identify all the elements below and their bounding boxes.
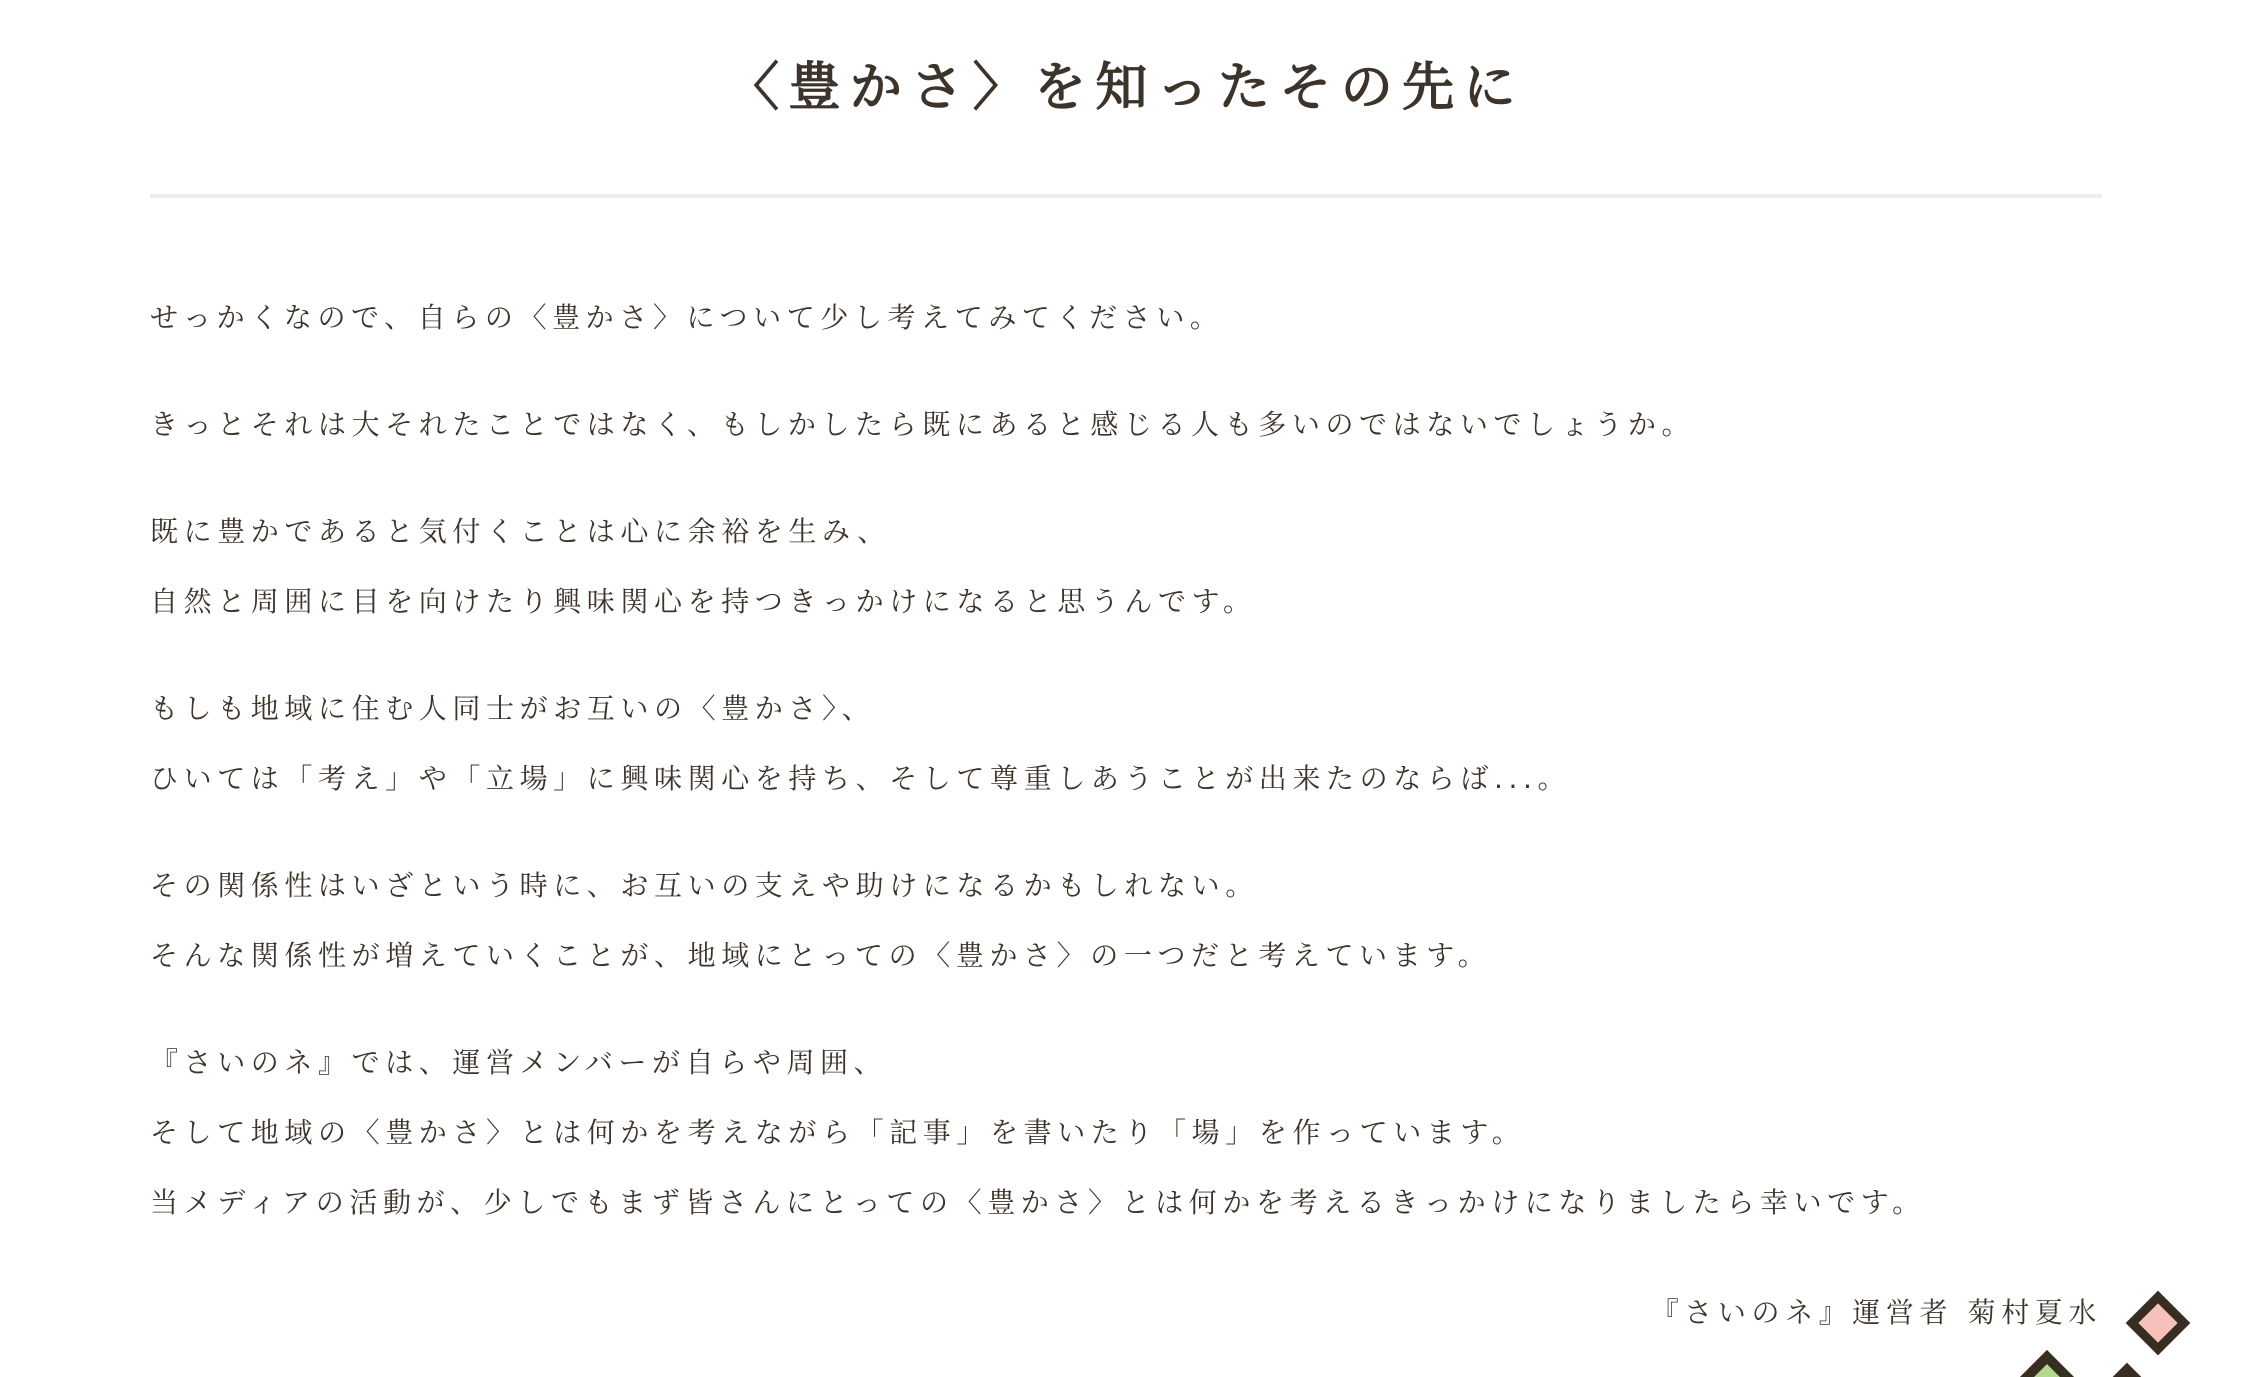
- green-diamond-icon: [2016, 1357, 2078, 1377]
- paragraph-line: もしも地域に住む人同士がお互いの〈豊かさ〉、: [150, 692, 876, 725]
- article-container: [150, 0, 2102, 1348]
- paragraph: [150, 497, 2102, 637]
- paragraph-line: 『さいのネ』では、運営メンバーが自らや周囲、: [150, 1046, 888, 1079]
- page-title: 〈豊かさ〉を知ったその先に: [727, 58, 1525, 118]
- paragraph-line: そして地域の〈豊かさ〉とは何かを考えながら「記事」を書いたり「場」を作っています。: [150, 1116, 1526, 1149]
- title-divider: [150, 194, 2102, 198]
- paragraph-line: 既に豊かであると気付くことは心に余裕を生み、: [150, 515, 891, 548]
- paragraph-line: 当メディアの活動が、少しでもまず皆さんにとっての〈豊かさ〉とは何かを考えるきっかけになりましたら幸いです。: [150, 1186, 1926, 1219]
- paragraph: [150, 283, 2102, 353]
- paragraph: [150, 851, 2102, 991]
- paragraph: [150, 674, 2102, 814]
- paragraph-line: そんな関係性が増えていくことが、地域にとっての〈豊かさ〉の一つだと考えています。: [150, 939, 1492, 972]
- paragraph: [150, 390, 2102, 460]
- paragraph-line: ひいては「考え」や「立場」に興味関心を持ち、そして尊重しあうことが出来たのならば...。: [150, 762, 1572, 795]
- paragraph-line: せっかくなので、自らの〈豊かさ〉について少し考えてみてください。: [150, 301, 1224, 334]
- paragraph-line: 自然と周囲に目を向けたり興味関心を持つきっかけになると思うんです。: [150, 585, 1257, 618]
- paragraph: [150, 1028, 2102, 1238]
- pink-diamond-icon: [2132, 1297, 2184, 1349]
- diamond-decoration: [1992, 1250, 2252, 1377]
- paragraph-line: きっとそれは大それたことではなく、もしかしたら既にあると感じる人も多いのではないでしょうか。: [150, 408, 1696, 441]
- paragraph-line: その関係性はいざという時に、お互いの支えや助けになるかもしれない。: [150, 869, 1259, 902]
- author-signature: 『さいのネ』運営者 菊村夏水: [1650, 1296, 2102, 1329]
- brown-diamond-icon: [2110, 1369, 2144, 1377]
- article-body: [150, 283, 2102, 1348]
